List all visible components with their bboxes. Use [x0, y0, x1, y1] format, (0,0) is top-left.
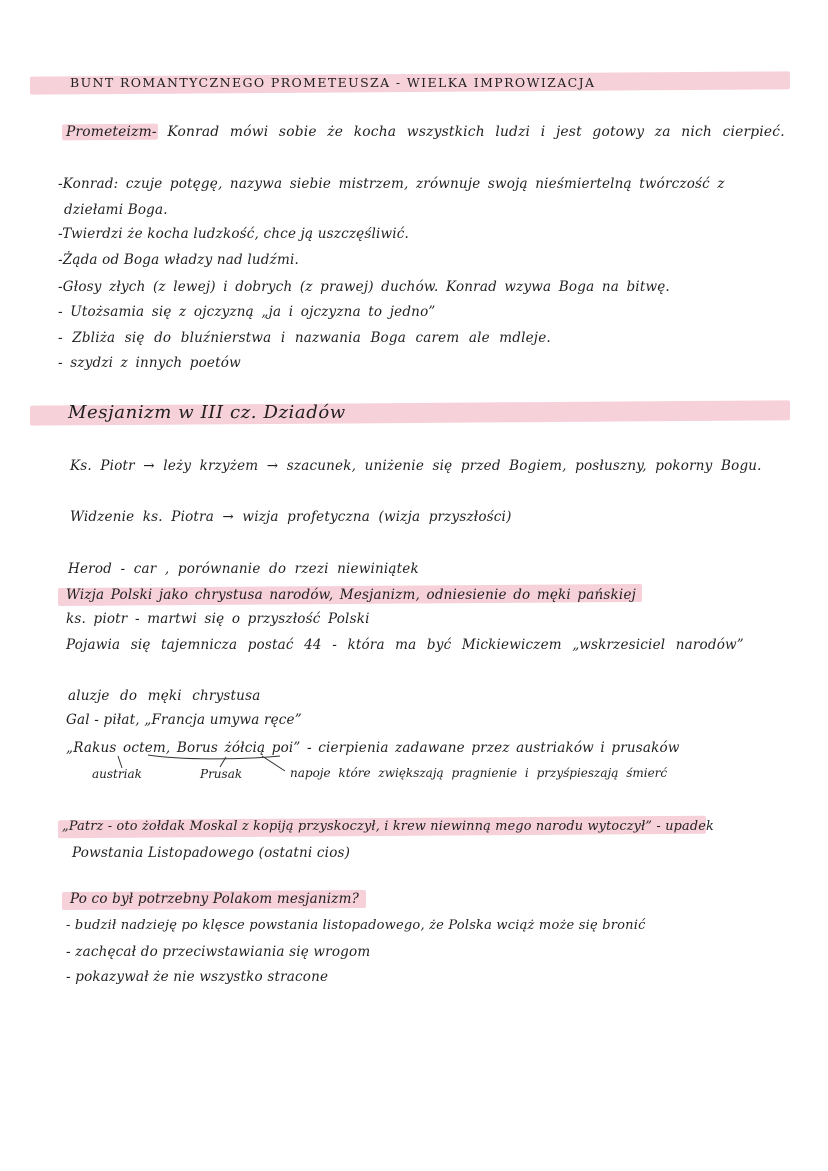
section1-item: - Utożsamia się z ojczyzną „ja i ojczyzna to jedno”	[58, 304, 436, 320]
section2-line: Pojawia się tajemnicza postać 44 - która ma być Mickiewiczem „wskrzesiciel narodów”	[66, 637, 744, 653]
section2-line: Gal - piłat, „Francja umywa ręce”	[66, 712, 302, 728]
section2-line: Herod - car , porównanie do rzezi niewiniątek	[68, 561, 419, 577]
section2-line: Widzenie ks. Piotra → wizja profetyczna (wizja przyszłości)	[70, 509, 512, 525]
annotation-austriak: austriak	[92, 767, 142, 781]
section1-item: -Konrad: czuje potęgę, nazywa siebie mistrzem, zrównuje swoją nieśmiertelną twórczość z	[58, 176, 725, 192]
section1-item: -Twierdzi że kocha ludzkość, chce ją uszczęśliwić.	[58, 226, 410, 242]
section2-line: ks. piotr - martwi się o przyszłość Polski	[66, 611, 370, 627]
annotation-prusak: Prusak	[200, 767, 243, 781]
section1-title: BUNT ROMANTYCZNEGO PROMETEUSZA - WIELKA IMPROWIZACJA	[70, 75, 596, 90]
section1-item: -Głosy złych (z lewej) i dobrych (z prawej) duchów. Konrad wzywa Boga na bitwę.	[58, 279, 670, 295]
section3-item: - zachęcał do przeciwstawiania się wrogom	[66, 944, 371, 960]
section1-item: dziełami Boga.	[64, 202, 168, 218]
section2-line: „Patrz - oto żołdak Moskal z kopiją przyskoczył, i krew niewinną mego narodu wytoczył” - upadek	[62, 819, 715, 834]
section1-item: - szydzi z innych poetów	[58, 355, 241, 371]
section1-item: -Żąda od Boga władzy nad ludźmi.	[58, 252, 299, 268]
section1-intro: Prometeizm- Konrad mówi sobie że kocha wszystkich ludzi i jest gotowy za nich cierpieć.	[66, 124, 785, 140]
annotation-napoje: napoje które zwiększają pragnienie i przyśpieszają śmierć	[290, 766, 668, 780]
section3-item: - pokazywał że nie wszystko stracone	[66, 969, 329, 985]
section1-item: - Zbliża się do bluźnierstwa i nazwania Boga carem ale mdleje.	[58, 330, 551, 346]
section3-question: Po co był potrzebny Polakom mesjanizm?	[70, 891, 360, 907]
section2-line: „Rakus octem, Borus żółcią poi” - cierpienia zadawane przez austriaków i prusaków	[66, 740, 680, 756]
section2-line: aluzje do męki chrystusa	[68, 688, 261, 704]
section2-line: Ks. Piotr → leży krzyżem → szacunek, uniżenie się przed Bogiem, posłuszny, pokorny Bogu.	[70, 458, 762, 474]
section2-title: Mesjanizm w III cz. Dziadów	[68, 402, 346, 423]
section2-line: Powstania Listopadowego (ostatni cios)	[72, 845, 351, 861]
section3-item: - budził nadzieję po klęsce powstania listopadowego, że Polska wciąż może się bronić	[66, 918, 646, 933]
section2-line: Wizja Polski jako chrystusa narodów, Mesjanizm, odniesienie do męki pańskiej	[66, 587, 637, 603]
